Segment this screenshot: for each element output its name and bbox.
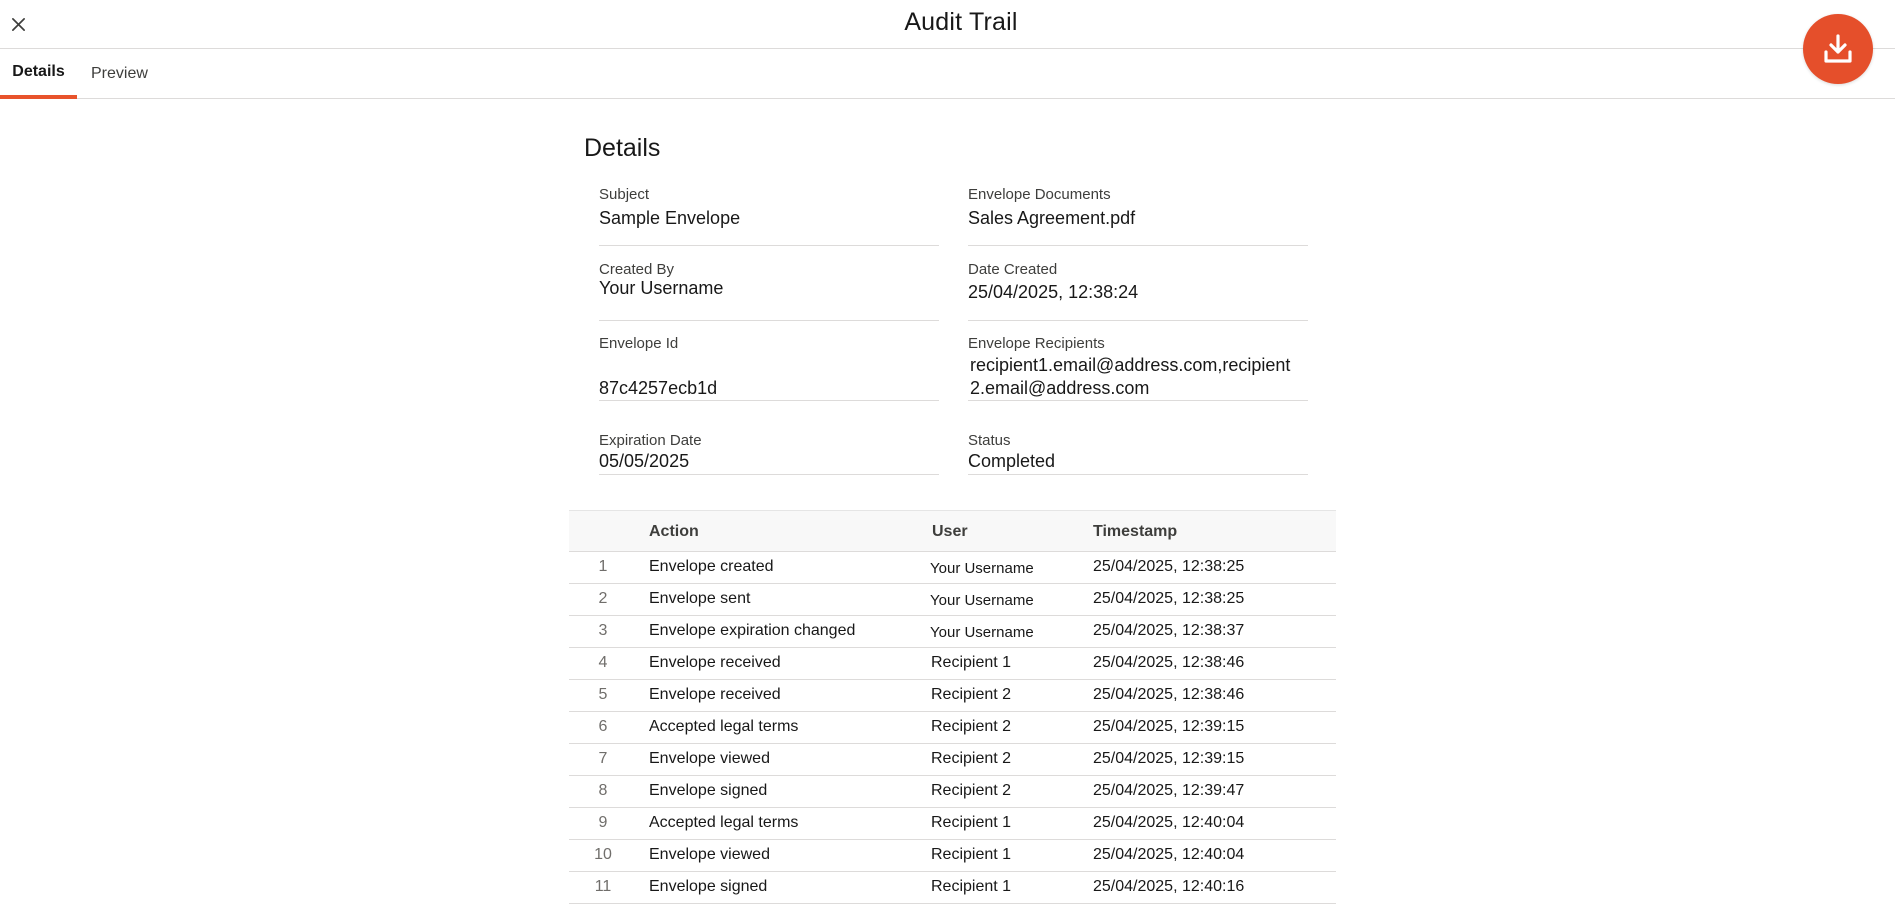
row-user: Recipient 2 [931, 718, 1012, 735]
field-value: Sample Envelope [599, 208, 741, 228]
field-date-created [968, 261, 1308, 321]
section-title-details: Details [584, 134, 661, 162]
row-action: Envelope viewed [649, 750, 770, 767]
row-timestamp: 25/04/2025, 12:39:15 [1093, 750, 1245, 767]
row-action: Envelope signed [649, 878, 768, 895]
row-timestamp: 25/04/2025, 12:38:46 [1093, 654, 1245, 671]
field-envelope-documents [968, 186, 1308, 246]
table-row [569, 808, 1336, 840]
page-title: Audit Trail [904, 8, 1018, 36]
table-row [569, 648, 1336, 680]
field-envelope-recipients [968, 335, 1308, 401]
row-number: 11 [594, 878, 612, 895]
row-number: 8 [598, 782, 608, 799]
table-row [569, 840, 1336, 872]
download-icon [1821, 32, 1855, 66]
row-timestamp: 25/04/2025, 12:39:47 [1093, 782, 1245, 799]
table-row [569, 712, 1336, 744]
field-label: Subject [599, 186, 650, 203]
field-value: Completed [968, 451, 1056, 471]
table-body [569, 552, 1336, 904]
row-timestamp: 25/04/2025, 12:38:25 [1093, 558, 1245, 575]
row-action: Envelope sent [649, 590, 751, 607]
row-timestamp: 25/04/2025, 12:39:15 [1093, 718, 1245, 735]
table-row [569, 552, 1336, 584]
field-label: Envelope Id [599, 335, 679, 352]
row-number: 5 [598, 686, 608, 703]
field-subject [599, 186, 939, 246]
row-user: Your Username [930, 624, 1034, 641]
field-label: Status [968, 432, 1011, 449]
field-label: Envelope Recipients [968, 335, 1105, 352]
table-row [569, 616, 1336, 648]
row-user: Recipient 1 [931, 814, 1012, 831]
table-row [569, 872, 1336, 904]
field-label: Expiration Date [599, 432, 702, 449]
field-value: 87c4257ecb1d [599, 378, 718, 398]
row-timestamp: 25/04/2025, 12:40:04 [1093, 846, 1245, 863]
field-value: Your Username [599, 278, 724, 298]
tab-preview[interactable]: Preview [91, 65, 148, 82]
row-action: Envelope viewed [649, 846, 770, 863]
table-row [569, 584, 1336, 616]
row-number: 9 [598, 814, 608, 831]
row-action: Envelope expiration changed [649, 622, 856, 639]
document-link[interactable]: Sales Agreement.pdf [968, 208, 1136, 228]
row-user: Your Username [930, 592, 1034, 609]
row-user: Recipient 1 [931, 654, 1012, 671]
row-user: Recipient 2 [931, 686, 1012, 703]
row-number: 4 [598, 654, 608, 671]
row-user: Recipient 1 [931, 878, 1012, 895]
field-created-by [599, 261, 939, 321]
field-label: Date Created [968, 261, 1058, 278]
row-action: Envelope signed [649, 782, 768, 799]
row-action: Envelope received [649, 654, 781, 671]
table-header [569, 510, 1336, 552]
row-number: 10 [594, 846, 612, 863]
tab-details[interactable]: Details [0, 49, 77, 99]
field-label: Envelope Documents [968, 186, 1111, 203]
row-user: Recipient 1 [931, 846, 1012, 863]
table-row [569, 744, 1336, 776]
audit-table [569, 510, 1336, 904]
column-header-action[interactable]: Action [649, 523, 699, 540]
row-number: 1 [598, 558, 608, 575]
row-action: Envelope created [649, 558, 774, 575]
download-button[interactable] [1803, 14, 1873, 84]
row-number: 6 [598, 718, 608, 735]
field-value-line1: recipient1.email@address.com,recipient [970, 355, 1291, 375]
row-action: Accepted legal terms [649, 718, 799, 735]
field-value: 25/04/2025, 12:38:24 [968, 282, 1139, 302]
header-bar [0, 0, 1895, 49]
row-action: Accepted legal terms [649, 814, 799, 831]
field-value-line2: 2.email@address.com [970, 378, 1150, 398]
field-label: Created By [599, 261, 675, 278]
table-row [569, 680, 1336, 712]
field-envelope-id [599, 335, 939, 401]
field-status [968, 432, 1308, 475]
table-row [569, 776, 1336, 808]
row-number: 7 [598, 750, 608, 767]
row-timestamp: 25/04/2025, 12:38:25 [1093, 590, 1245, 607]
row-timestamp: 25/04/2025, 12:38:46 [1093, 686, 1245, 703]
row-timestamp: 25/04/2025, 12:40:04 [1093, 814, 1245, 831]
field-value: 05/05/2025 [599, 451, 690, 471]
row-number: 2 [598, 590, 608, 607]
row-user: Your Username [930, 560, 1034, 577]
column-header-user[interactable]: User [932, 523, 968, 540]
row-action: Envelope received [649, 686, 781, 703]
row-timestamp: 25/04/2025, 12:38:37 [1093, 622, 1245, 639]
row-number: 3 [598, 622, 608, 639]
field-expiration-date [599, 432, 939, 475]
column-header-timestamp[interactable]: Timestamp [1093, 523, 1178, 540]
row-timestamp: 25/04/2025, 12:40:16 [1093, 878, 1245, 895]
tab-bar [0, 49, 1895, 99]
row-user: Recipient 2 [931, 750, 1012, 767]
row-user: Recipient 2 [931, 782, 1012, 799]
